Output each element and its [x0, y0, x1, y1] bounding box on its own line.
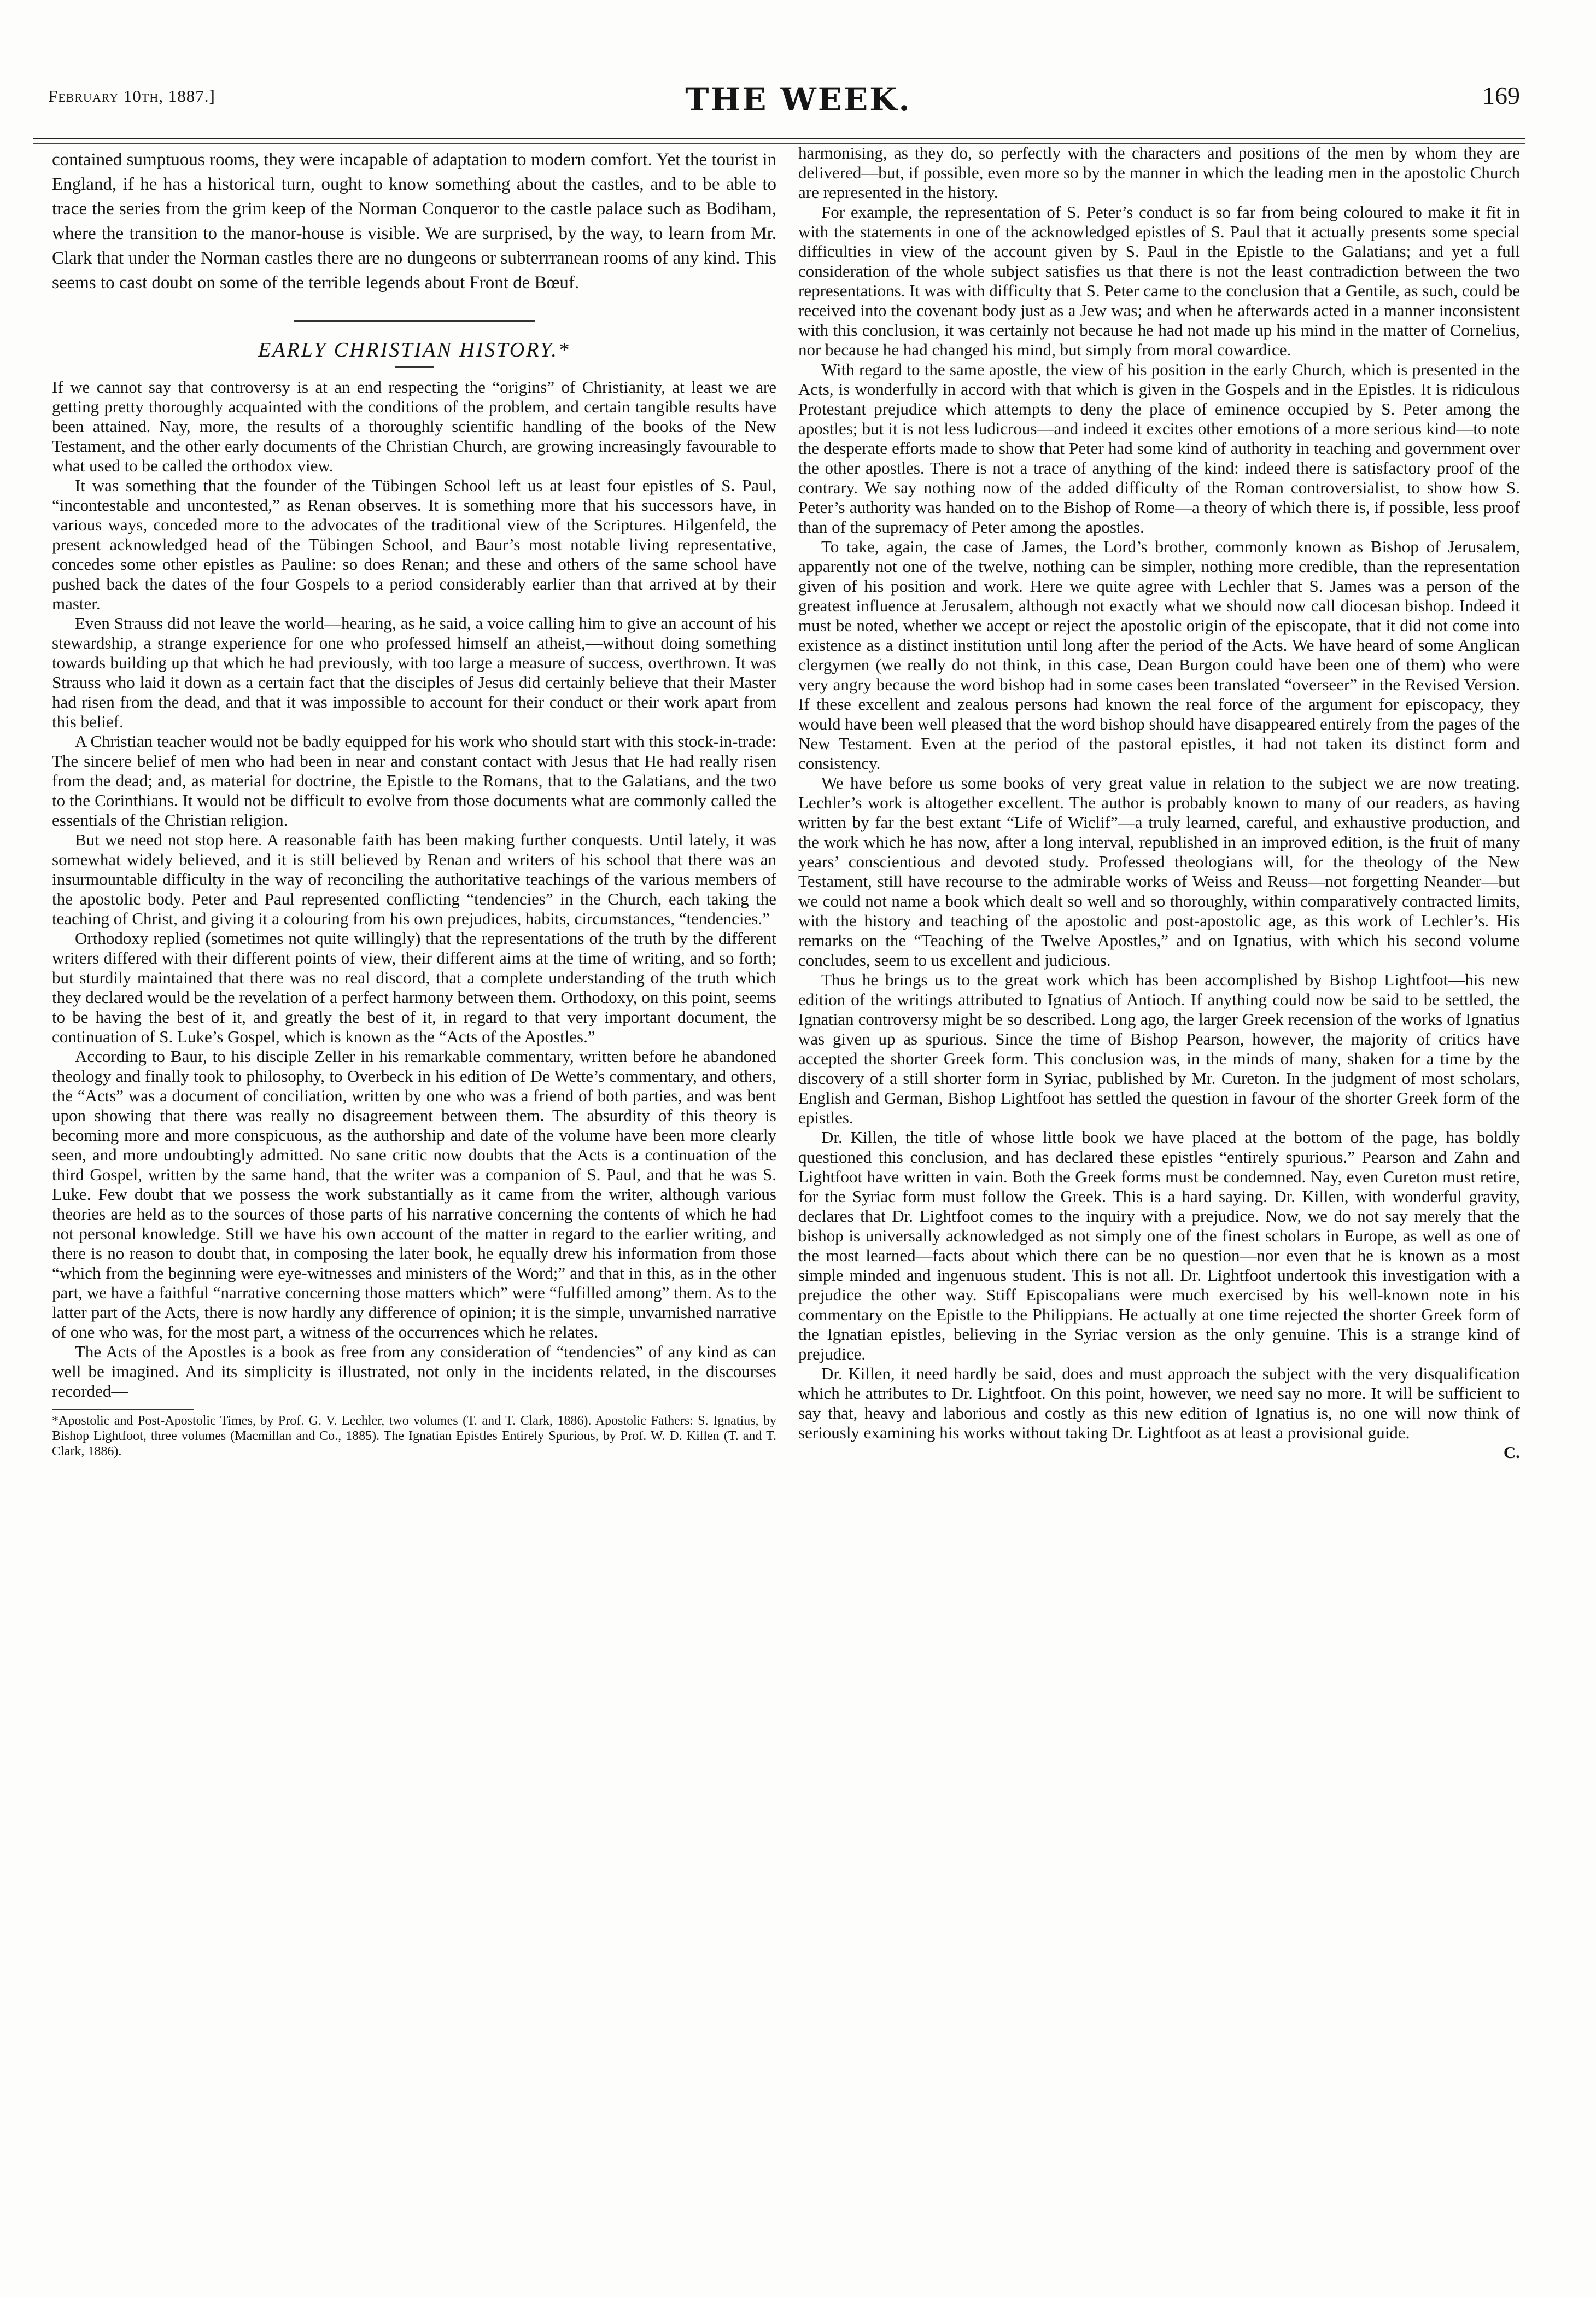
- article-paragraph: According to Baur, to his disciple Zeller in his remarkable commentary, written before he abandoned theology and finally took to philosophy, to Overbeck in his edition of De Wette’s commentary, and others, the “Acts” was a document of conciliation, written by one who was a friend of both parties, and was bent upon showing that there was really no disagreement between them. The absurdity of this theory is becoming more and more conspicuous, as the authorship and date of the volume have been more clearly seen, and more undoubtingly admitted. No sane critic now doubts that the Acts is a continuation of the third Gospel, written by the same hand, that the writer was a companion of S. Paul, and that he was S. Luke. Few doubt that we possess the work substantially as it came from the writer, although various theories are held as to the sources of those parts of his narrative concerning the contents of which he had not personal knowledge. Still we have his own account of the matter in regard to the earlier writing, and there is no reason to doubt that, in composing the later book, he equally drew his information from those “which from the beginning were eye-witnesses and ministers of the Word;” and that in this, as in the other part, we have a faithful “narrative concerning those matters which” were “fulfilled among” them. As to the latter part of the Acts, there is now hardly any difference of opinion; it is the simple, unvarnished narrative of one who was, for the most part, a witness of the occurrences which he relates.: [52, 1047, 776, 1342]
- footnote: *Apostolic and Post-Apostolic Times, by Prof. G. V. Lechler, two volumes (T. and T. Clark, 1886). Apostolic Fathers: S. Ignatius, by Bishop Lightfoot, three volumes (Macmillan and Co., 1885). The Ignatian Epistles Entirely Spurious, by Prof. W. D. Killen (T. and T. Clark, 1886).: [52, 1414, 776, 1459]
- article-paragraph: A Christian teacher would not be badly equipped for his work who should start with this stock-in-trade: The sincere belief of men who had been in near and constant contact with Jesus that He had really risen from the dead; and, as material for doctrine, the Epistle to the Romans, that to the Galatians, and the two to the Corinthians. It would not be difficult to evolve from those documents what are commonly called the essentials of the Christian religion.: [52, 732, 776, 830]
- article-paragraph: The Acts of the Apostles is a book as free from any consideration of “tendencies” of any kind as can well be imagined. And its simplicity is illustrated, not only in the incidents related, in the discourses recorded—: [52, 1342, 776, 1401]
- article-paragraph: To take, again, the case of James, the Lord’s brother, commonly known as Bishop of Jerusalem, apparently not one of the twelve, nothing can be simpler, nothing more credible, than the representation given of his position and work. Here we quite agree with Lechler that S. James was a person of the greatest influence at Jerusalem, although not exactly what we should now call diocesan bishop. Indeed it must be noted, whether we accept or reject the apostolic origin of the episcopate, that it did not come into existence as a distinct institution until long after the period of the Acts. We have heard of some Anglican clergymen (we really do not think, in this case, Dean Burgon could have been one of them) who were very angry because the word bishop had in some cases been translated “overseer” in the Revised Version. If these excellent and zealous persons had known the real force of the argument for episcopacy, they would have been well pleased that the word bishop should have disappeared entirely from the pages of the New Testament. Even at the period of the pastoral epistles, it had not taken its distinct form and consistency.: [798, 537, 1520, 773]
- right-column: [798, 143, 1520, 1462]
- article-paragraph: It was something that the founder of the Tübingen School left us at least four epistles of S. Paul, “incontestable and uncontested,” as Renan observes. It is something more that his successors have, in various ways, conceded more to the advocates of the traditional view of the Scriptures. Hilgenfeld, the present acknowledged head of the Tübingen School, and Baur’s most notable living representative, concedes some other epistles as Pauline: so does Renan; and these and others of the same school have pushed back the dates of the four Gospels to a period considerably earlier than that arrived at by their master.: [52, 476, 776, 613]
- masthead-title: THE WEEK.: [685, 81, 911, 118]
- section-divider: [294, 320, 535, 322]
- article-paragraph: Thus he brings us to the great work which has been accomplished by Bishop Lightfoot—his new edition of the writings attributed to Ignatius of Antioch. If anything could now be said to be settled, the Ignatian controversy might be so described. Long ago, the larger Greek recension of the works of Ignatius was given up as spurious. Since the time of Bishop Pearson, however, the majority of critics have accepted the shorter Greek form. This conclusion was, in the minds of many, shaken for a time by the discovery of a still shorter form in Syriac, published by Mr. Cureton. In the judgment of most scholars, English and German, Bishop Lightfoot has settled the question in favour of the shorter Greek form of the epistles.: [798, 970, 1520, 1127]
- continued-paragraph: contained sumptuous rooms, they were incapable of adaptation to modern comfort. Yet the tourist in England, if he has a historical turn, ought to know something about the castles, and to be able to trace the series from the grim keep of the Norman Conqueror to the castle palace such as Bodiham, where the transition to the manor-house is visible. We are surprised, by the way, to learn from Mr. Clark that under the Norman castles there are no dungeons or subterrranean rooms of any kind. This seems to cast doubt on some of the terrible legends about Front de Bœuf.: [52, 150, 776, 293]
- article-paragraph: If we cannot say that controversy is at an end respecting the “origins” of Christianity, at least we are getting pretty thoroughly acquainted with the conditions of the problem, and certain tangible results have been attained. Nay, more, the results of a thoroughly scientific handling of the books of the New Testament, and the other early documents of the Christian Church, are growing increasingly favourable to what used to be called the orthodox view.: [52, 377, 776, 475]
- article-heading: EARLY CHRISTIAN HISTORY.*: [258, 339, 570, 361]
- issue-date: February 10th, 1887.]: [48, 86, 215, 106]
- left-column: [52, 148, 776, 1459]
- author-signature: C.: [1503, 1443, 1520, 1462]
- article-paragraph: But we need not stop here. A reasonable faith has been making further conquests. Until lately, it was somewhat widely believed, and it is still believed by Renan and writers of his school that there was an insurmountable difficulty in the way of reconciling the authoritative teachings of the various members of the apostolic body. Peter and Paul represented conflicting “tendencies” in the Church, each taking the teaching of Christ, and giving it a colouring from his own prejudices, habits, circumstances, “tendencies.”: [52, 830, 776, 928]
- article-paragraph: Orthodoxy replied (sometimes not quite willingly) that the representations of the truth by the different writers differed with their different points of view, their different aims at the time of writing, and so forth; but sturdily maintained that there was no real discord, that a complete understanding of the truth which they declared would be the revelation of a perfect harmony between them. Orthodoxy, on this point, seems to be having the best of it, and greatly the best of it, in regard to that very important document, the continuation of S. Luke’s Gospel, which is known as the “Acts of the Apostles.”: [52, 929, 776, 1046]
- article-paragraph: We have before us some books of very great value in relation to the subject we are now treating. Lechler’s work is altogether excellent. The author is probably known to many of our readers, as having written by far the best extant “Life of Wiclif”—a truly learned, careful, and exhaustive production, and the work which he has now, after a long interval, republished in an improved edition, is the fruit of many years’ conscientious and devoted study. Professed theologians will, for the theology of the New Testament, still have recourse to the admirable works of Weiss and Reuss—not forgetting Neander—but we could not name a book which dealt so well and so thoroughly, within comparatively contracted limits, with the history and teaching of the apostolic and post-apostolic age, as this work of Lechler’s. His remarks on the “Teaching of the Twelve Apostles,” and on Ignatius, with which his second volume concludes, seem to us excellent and judicious.: [798, 773, 1520, 970]
- page-number: 169: [1482, 81, 1520, 109]
- heading-rule: [395, 366, 434, 368]
- article-paragraph: harmonising, as they do, so perfectly with the characters and positions of the men by whom they are delivered—but, if possible, even more so by the manner in which the leading men in the apostolic Church are represented in the history.: [798, 143, 1520, 202]
- article-paragraph: Even Strauss did not leave the world—hearing, as he said, a voice calling him to give an account of his stewardship, a strange experience for one who professed himself an atheist,—without doing something towards building up that which he had previously, with too large a measure of success, overthrown. It was Strauss who laid it down as a certain fact that the disciples of Jesus did certainly believe that their Master had risen from the dead, and that it was impossible to account for their conduct or their work apart from this belief.: [52, 614, 776, 731]
- footnote-rule: [52, 1409, 194, 1410]
- article-paragraph: For example, the representation of S. Peter’s conduct is so far from being coloured to make it fit in with the statements in one of the acknowledged epistles of S. Paul that it actually presents some special difficulties in view of the account given by S. Paul in the Epistle to the Galatians; and yet a full consideration of the whole subject satisfies us that there is not the least contradiction between the two representations. It was with difficulty that S. Peter came to the conclusion that a Gentile, as such, could be received into the covenant body just as a Jew was; and when he afterwards acted in a manner inconsistent with this conclusion, it was certainly not because he had not made up his mind in the matter of Cornelius, nor because he had changed his mind, but simply from moral cowardice.: [798, 202, 1520, 359]
- header-rule: [33, 137, 1525, 139]
- article-paragraph: With regard to the same apostle, the view of his position in the early Church, which is presented in the Acts, is wonderfully in accord with that which is given in the Gospels and in the Epistles. It is ridiculous Protestant prejudice which attempts to deny the place of eminence occupied by S. Peter among the apostles; but it is not less ludicrous—and indeed it excites other emotions of a more serious kind—to note the desperate efforts made to show that Peter had some kind of authority in teaching and government over the other apostles. There is not a trace of anything of the kind: indeed there is satisfactory proof of the contrary. We say nothing now of the added difficulty of the Roman controversialist, to show how S. Peter’s authority was handed on to the Bishop of Rome—a theory of which there is, if possible, less proof than of the supremacy of Peter among the apostles.: [798, 360, 1520, 536]
- article-paragraph: Dr. Killen, the title of whose little book we have placed at the bottom of the page, has boldly questioned this conclusion, and has declared these epistles “entirely spurious.” Pearson and Zahn and Lightfoot have written in vain. Both the Greek forms must be condemned. Nay, even Cureton must retire, for the Syriac form must follow the Greek. This is a hard saying. Dr. Killen, with wonderful gravity, declares that Dr. Lightfoot comes to the inquiry with a prejudice. Now, we do not say merely that the bishop is universally acknowledged as not simply one of the finest scholars in Europe, as well as one of the most learned—facts about which there can be no question—nor even that he is known as a most simple minded and ingenuous student. This is not all. Dr. Lightfoot undertook this investigation with a prejudice the other way. Stiff Episcopalians were much exercised by his well-known note in his commentary on the Epistle to the Philippians. He actually at one time rejected the shorter Greek form of the Ignatian epistles, believing in the Syriac version as the only genuine. This is a strange kind of prejudice.: [798, 1128, 1520, 1363]
- article-paragraph: Dr. Killen, it need hardly be said, does and must approach the subject with the very disqualification which he attributes to Dr. Lightfoot. On this point, however, we need say no more. It will be sufficient to say that, heavy and laborious and costly as this new edition of Ignatius is, no one will now think of seriously examining his works without taking Dr. Lightfoot as at least a provisional guide.: [798, 1364, 1520, 1442]
